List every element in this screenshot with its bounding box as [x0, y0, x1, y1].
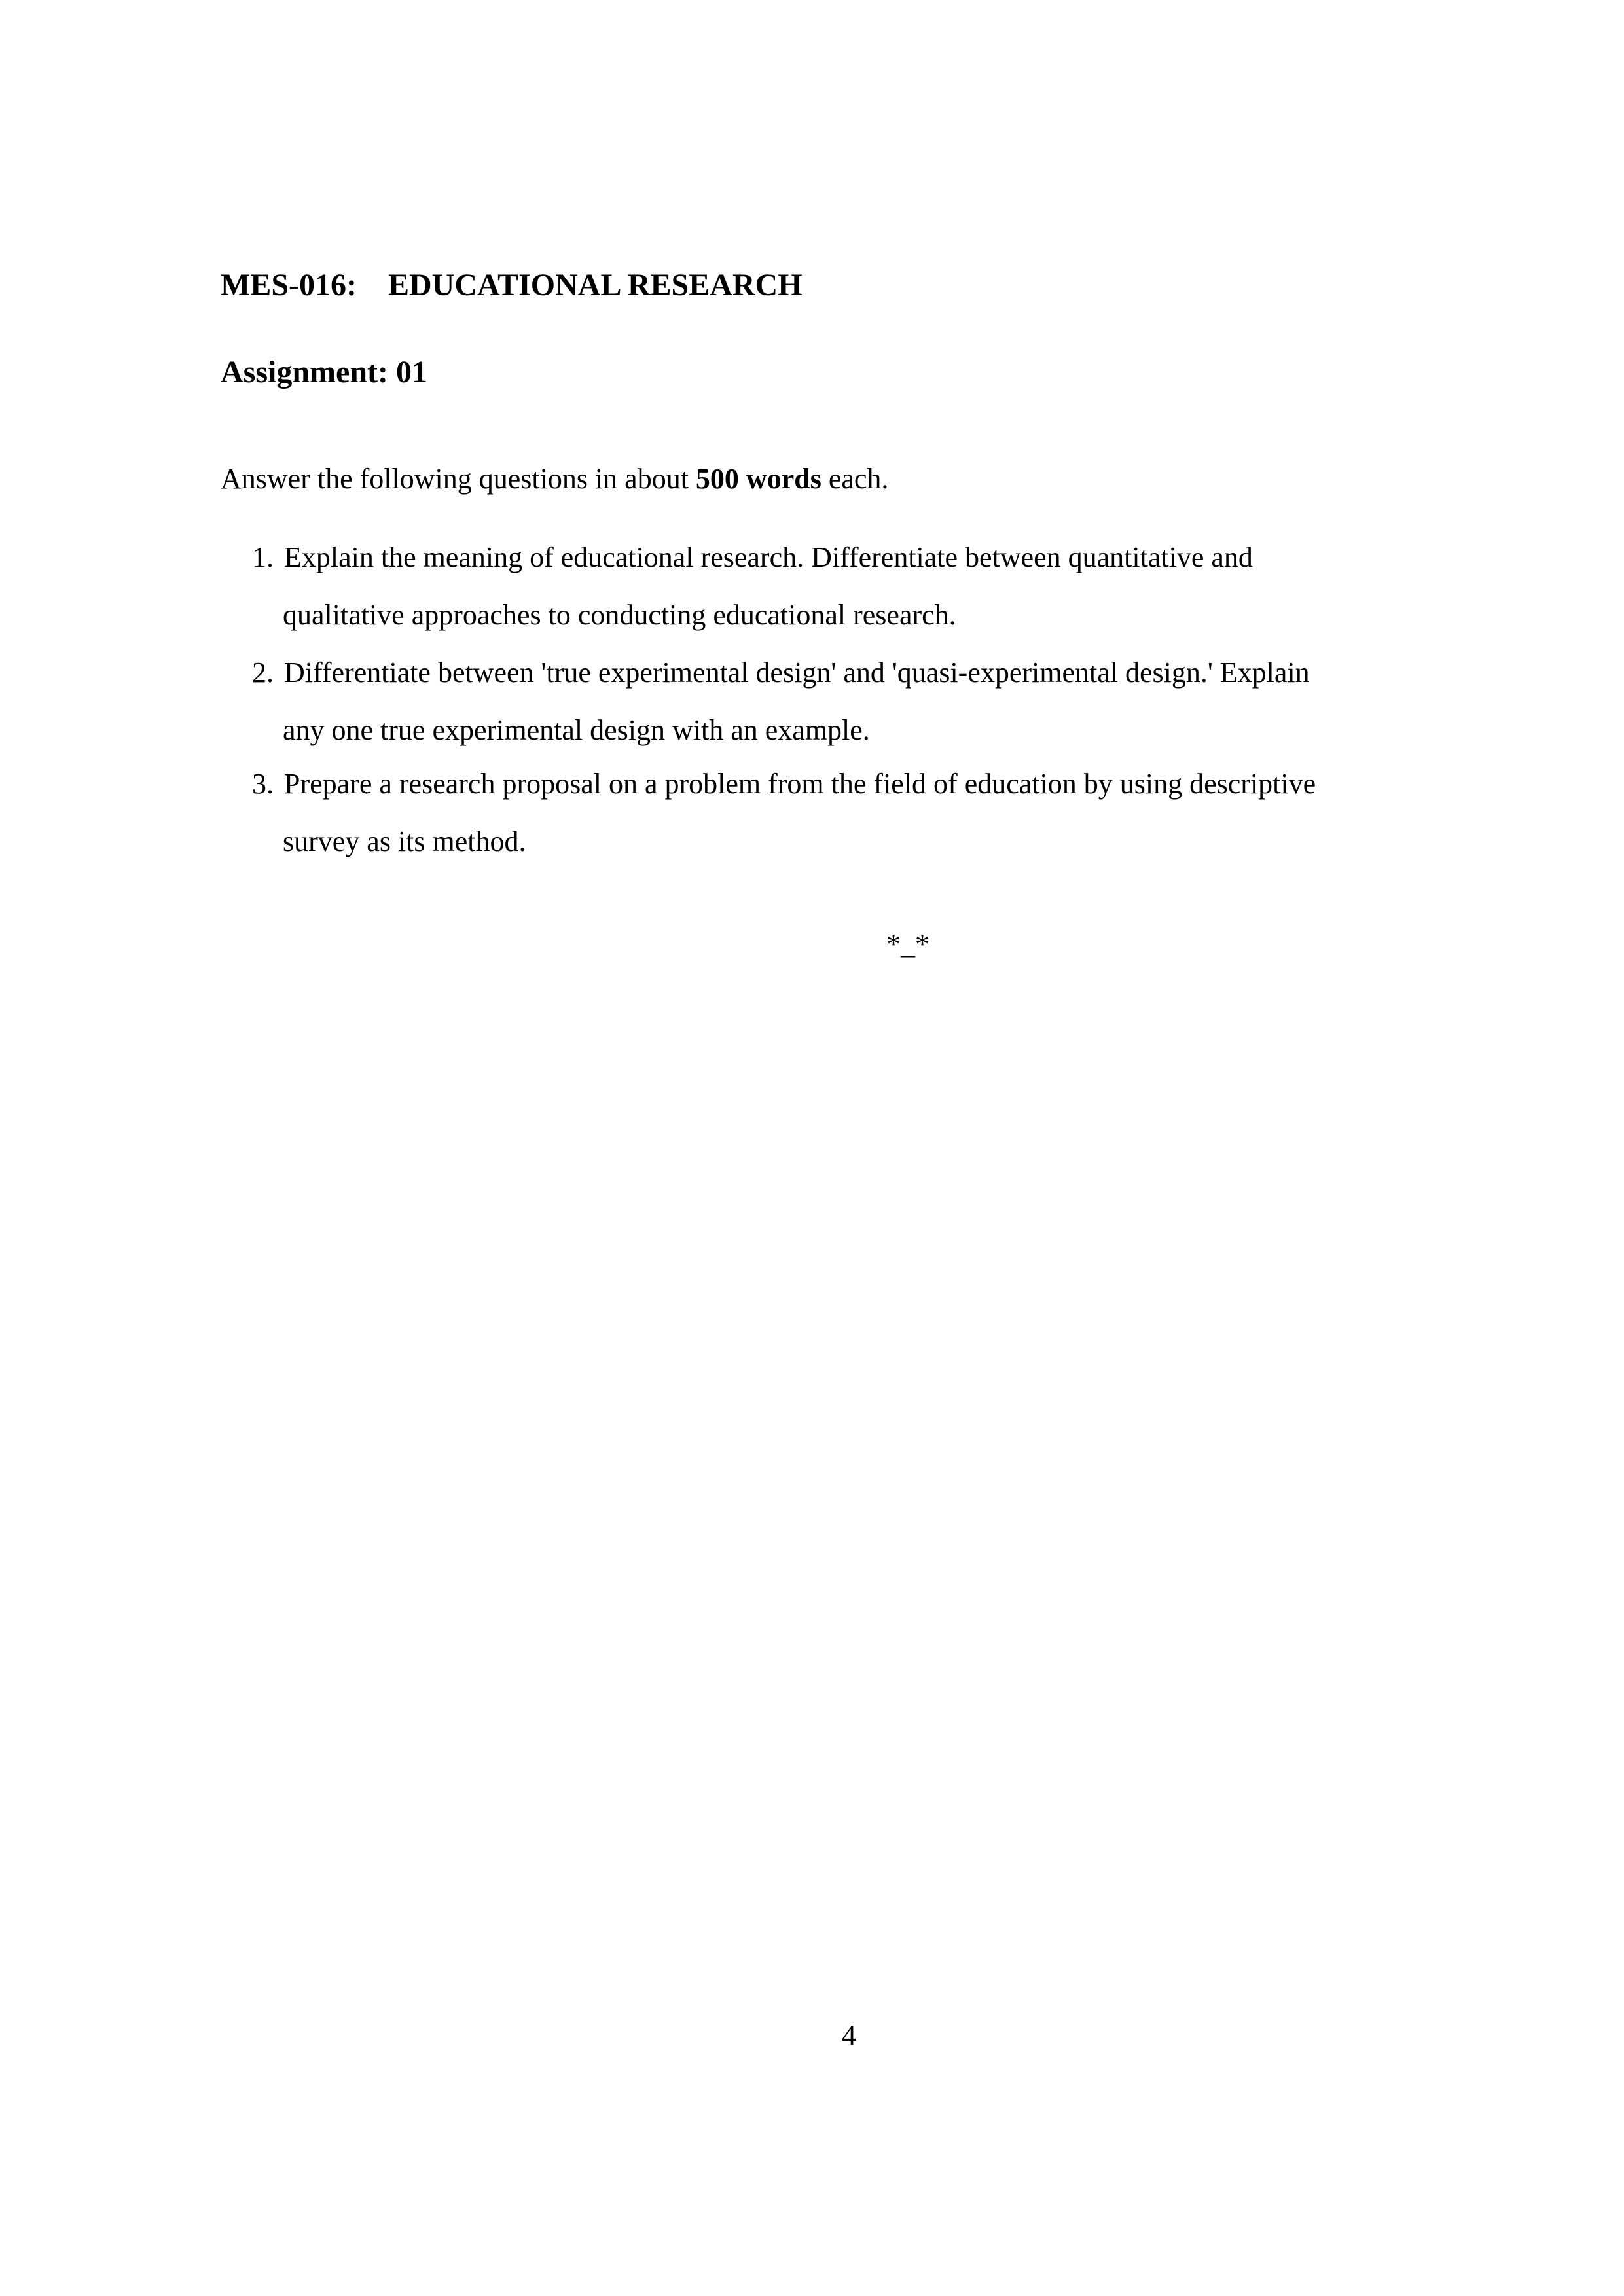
- course-code: MES-016:: [221, 268, 357, 302]
- question-item-1: [252, 529, 1253, 644]
- question-number: 2.: [252, 656, 274, 689]
- question-item-3: [252, 755, 1316, 870]
- question-item-2: [252, 644, 1310, 759]
- question-number: 1.: [252, 541, 274, 573]
- course-title: EDUCATIONAL RESEARCH: [388, 268, 803, 302]
- question-text: Explain the meaning of educational research. Differentiate between quantitative and: [284, 541, 1253, 573]
- question-line: [252, 755, 1316, 813]
- question-number: 3.: [252, 768, 274, 800]
- question-text-continuation: survey as its method.: [283, 825, 526, 857]
- instructions-prefix: Answer the following questions in about: [221, 463, 696, 495]
- instructions-suffix: each.: [821, 463, 889, 495]
- instructions-line: [221, 450, 888, 508]
- course-heading: [221, 267, 803, 304]
- question-text-continuation: any one true experimental design with an example.: [283, 714, 870, 746]
- end-separator: *_*: [886, 928, 929, 960]
- word-limit-emphasis: 500 words: [695, 463, 821, 495]
- question-line: [252, 644, 1310, 702]
- question-text: Prepare a research proposal on a problem from the field of education by using descriptive: [284, 768, 1316, 800]
- assignment-label: Assignment: 01: [221, 355, 428, 389]
- question-text-continuation: qualitative approaches to conducting educational research.: [283, 599, 956, 631]
- question-text: Differentiate between 'true experimental design' and 'quasi-experimental design.' Explain: [284, 656, 1310, 689]
- question-line: [252, 529, 1253, 586]
- page-number: 4: [842, 2019, 856, 2051]
